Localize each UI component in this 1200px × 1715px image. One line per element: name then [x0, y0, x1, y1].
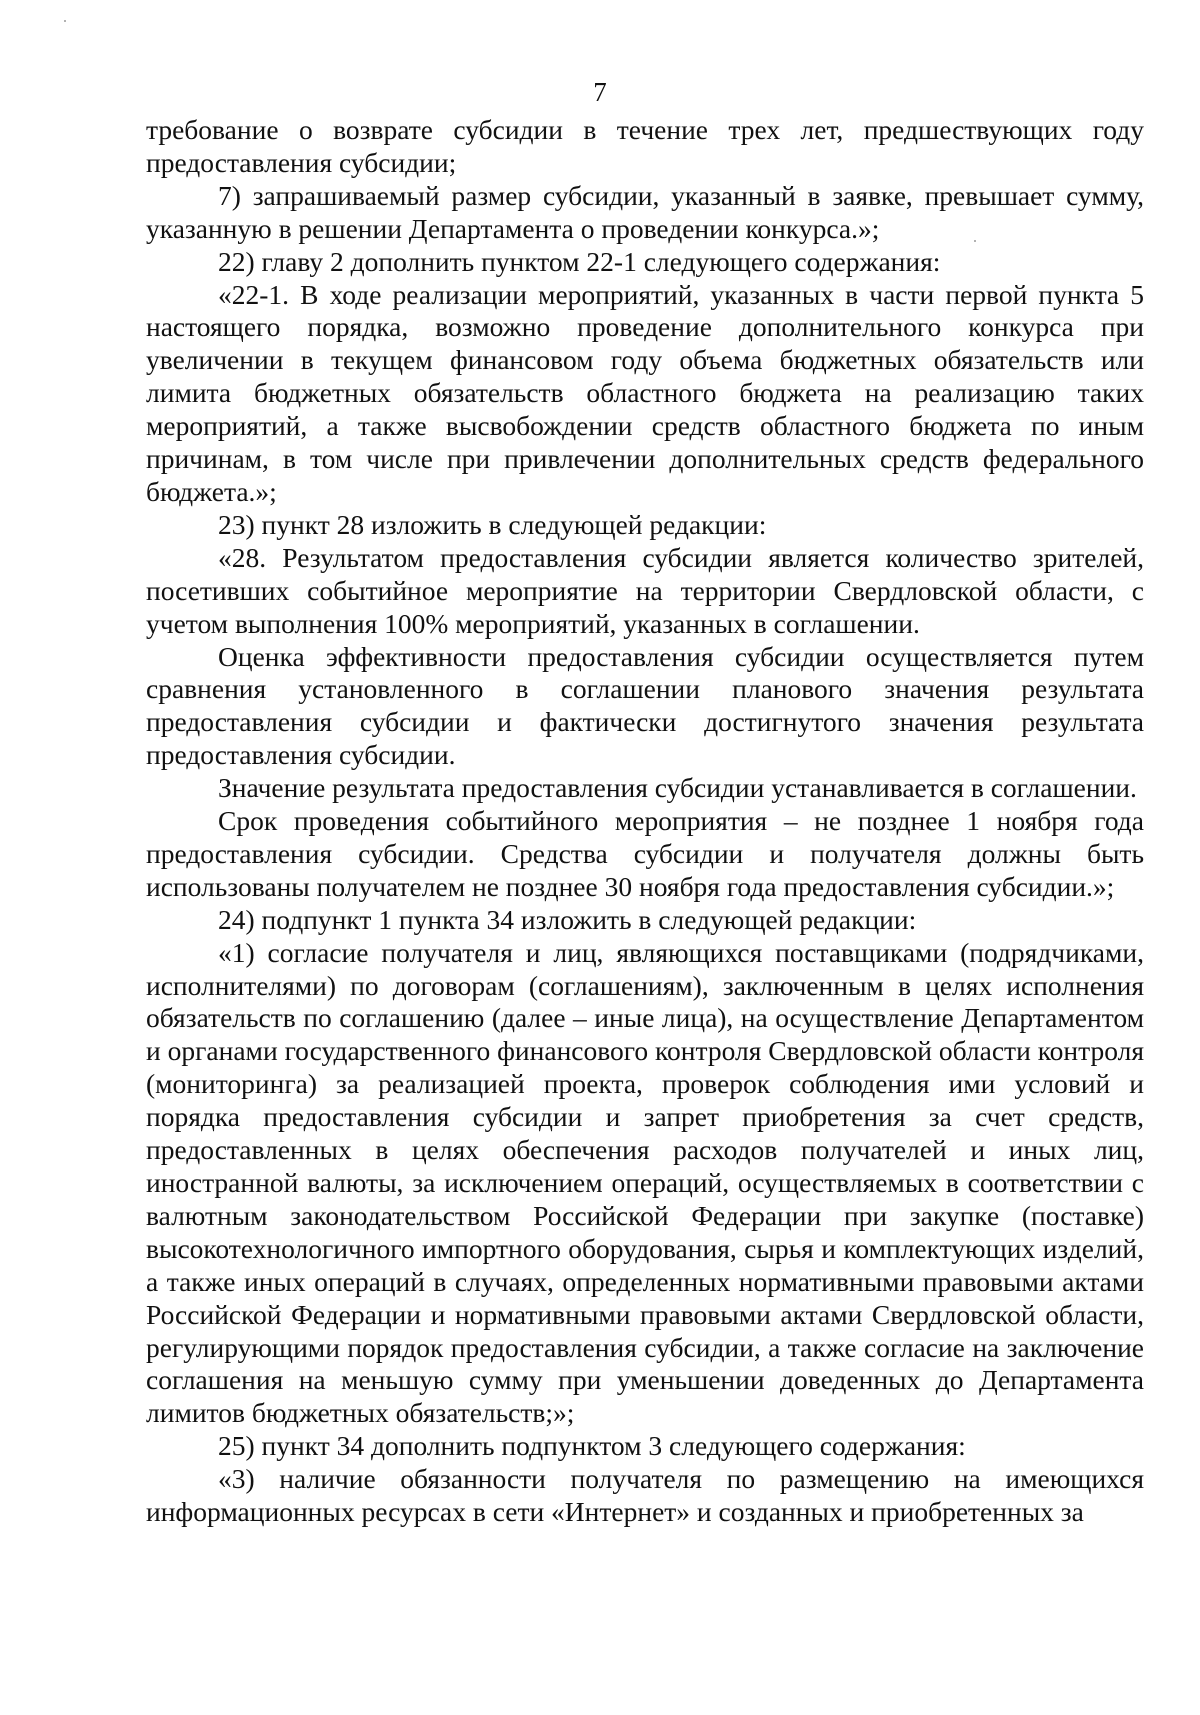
- paragraph-item-7: 7) запрашиваемый размер субсидии, указанный в заявке, превышает сумму, указанную в решении Департамента о проведении конкурса.»;: [146, 179, 1144, 244]
- paragraph-clause-22-1: «22-1. В ходе реализации мероприятий, указанных в части первой пункта 5 настоящего порядка, возможно проведение дополнительного конкурса при увеличении в текущем финансовом году объема бюджетных обязательств или лимита бюджетных обязательств областного бюджета на реализацию таких мероприятий, а также высвобождении средств областного бюджета по иным причинам, в том числе при привлечении дополнительных средств федерального бюджета.»;: [146, 278, 1144, 507]
- paragraph-amendment-24: 24) подпункт 1 пункта 34 изложить в следующей редакции:: [218, 903, 917, 935]
- paragraph-amendment-23: 23) пункт 28 изложить в следующей редакции:: [218, 508, 767, 540]
- page-number: 7: [593, 77, 607, 107]
- document-body: [146, 114, 1144, 1529]
- paragraph-subclause-3: «3) наличие обязанности получателя по размещению на имеющихся информационных ресурсах в сети «Интернет» и созданных и приобретенных за: [146, 1463, 1144, 1528]
- paragraph-event-deadline: Срок проведения событийного мероприятия – не позднее 1 ноября года предоставления субсидии. Средства субсидии и получателя должны быть использованы получателем не позднее 30 ноября года предоставления субсидии.»;: [146, 805, 1144, 902]
- scan-speck: [974, 240, 976, 242]
- paragraph-efficiency-assessment: Оценка эффективности предоставления субсидии осуществляется путем сравнения установленного в соглашении планового значения результата предоставления субсидии и фактически достигнутого значения результата предоставления субсидии.: [146, 640, 1144, 771]
- scan-speck: [64, 20, 66, 22]
- paragraph-result-value: Значение результата предоставления субсидии устанавливается в соглашении.: [218, 772, 1137, 804]
- paragraph-continuation: требование о возврате субсидии в течение трех лет, предшествующих году предоставления субсидии;: [146, 114, 1144, 178]
- paragraph-subclause-1: «1) согласие получателя и лиц, являющихся поставщиками (подрядчиками, исполнителями) по договорам (соглашениям), заключенным в целях исполнения обязательств по соглашению (далее – иные лица), на осуществление Департаментом и органами государственного финансового контроля Свердловской области контроля (мониторинга) за реализацией проекта, проверок соблюдения ими условий и порядка предоставления субсидии и запрет приобретения за счет средств, предоставленных в целях обеспечения расходов получателей и иных лиц, иностранной валюты, за исключением операций, осуществляемых в соответствии с валютным законодательством Российской Федерации при закупке (поставке) высокотехнологичного импортного оборудования, сырья и комплектующих изделий, а также иных операций в случаях, определенных нормативными правовыми актами Российской Федерации и нормативными правовыми актами Свердловской области, регулирующими порядок предоставления субсидии, а также согласие на заключение соглашения на меньшую сумму при уменьшении доведенных до Департамента лимитов бюджетных обязательств;»;: [146, 936, 1144, 1429]
- paragraph-amendment-22: 22) главу 2 дополнить пунктом 22-1 следующего содержания:: [218, 245, 941, 277]
- paragraph-amendment-25: 25) пункт 34 дополнить подпунктом 3 следующего содержания:: [218, 1430, 966, 1462]
- paragraph-clause-28: «28. Результатом предоставления субсидии является количество зрителей, посетивших событийное мероприятие на территории Свердловской области, с учетом выполнения 100% мероприятий, указанных в соглашении.: [146, 541, 1144, 639]
